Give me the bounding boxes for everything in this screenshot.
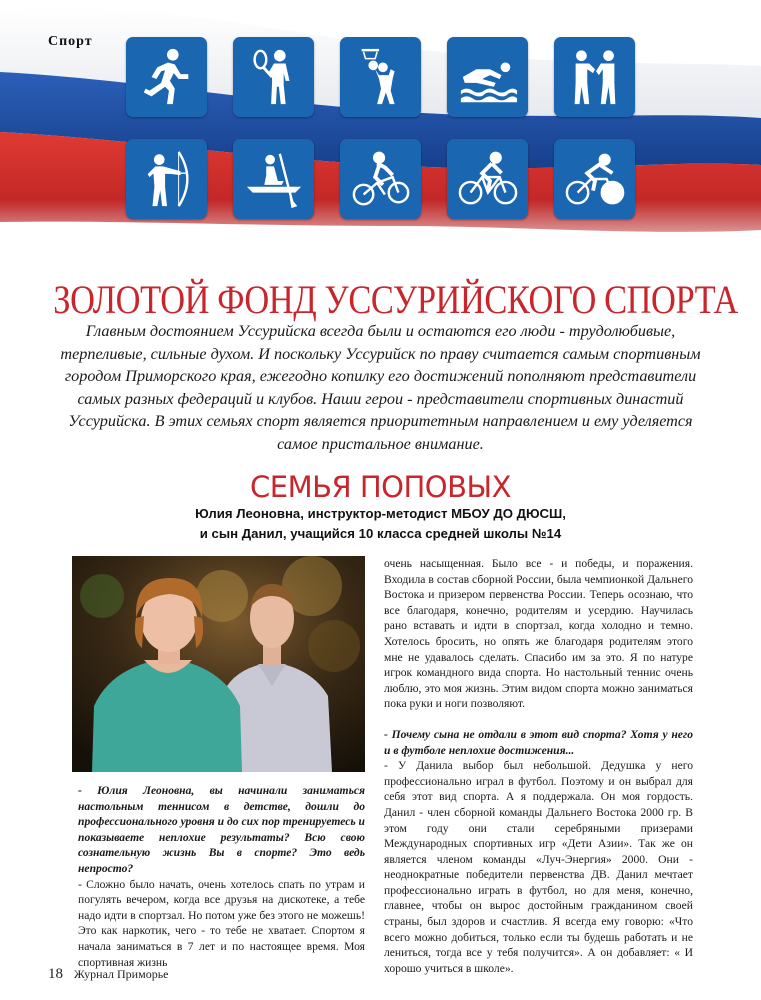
page-footer	[48, 966, 169, 983]
sport-icons-grid	[126, 37, 636, 219]
track-cycling-icon	[554, 139, 635, 219]
tennis-icon	[233, 37, 314, 117]
intro-paragraph: Главным достоянием Уссурийска всегда были и остаются его люди - трудолюбивые, терпеливые, сильные духом. И поскольку Уссурийск по праву считается самым спортивным городом Приморского края, ежегодно копилку его достижений пополняют представители самых разных федераций и клубов. Наши герои - представители спортивных династий Уссурийска. В этих семьях спорт является приоритетным направлением и ему уделяется самое пристальное внимание.	[60, 322, 701, 453]
family-title: СЕМЬЯ ПОПОВЫХ	[250, 470, 511, 504]
subtitle-line-2: и сын Данил, учащийся 10 класса средней школы №14	[199, 526, 562, 541]
bmx-icon	[340, 139, 421, 219]
right-column	[384, 556, 693, 976]
answer-2: - У Данила выбор был небольшой. Дедушка у него профессионально играл в футбол. Поэтому и он выбрал для себя этот вид спорта. А я поддержала. Он моя гордость. Данил - член сборной команды Дальнего Востока 2000 гр. В этом году они стали серебряными призерами Международных спортивных игр «Дети Азии». Так же он является членом команды «Луч-Энергия» 2000. Они - неоднократные победители первенства ДВ. Данил мечтает профессионально играть в футбол, но для меня, конечно, главнее, чтобы он вырос достойным гражданином своей страны, был здоров и счастлив. Я всегда ему говорю: «Что всего можно добиться, только если ты будешь работать и не лениться, тогда все у тебя получится». А он добавляет: « И хорошо учиться в школе».	[384, 759, 693, 975]
section-label: Спорт	[48, 34, 93, 49]
family-photo	[72, 556, 365, 772]
rowing-icon	[233, 139, 314, 219]
subtitle-line-1: Юлия Леоновна, инструктор-методист МБОУ ДО ДЮСШ,	[195, 506, 566, 521]
running-icon	[126, 37, 207, 117]
page-number: 18	[48, 966, 63, 982]
answer-1-continued: очень насыщенная. Было все - и победы, и поражения. Входила в состав сборной России, была чемпионкой Дальнего Востока и призером первенства России. Теперь осознаю, что все благодаря, конечно, родителям и усердию. Научилась рано вставать и идти в спортзал, когда холодно и темно. Хотелось бросить, но опять же благодаря родителям этого мне не удавалось сделать. Спасибо им за это. Я по натуре игрок командного вида спорта. Но настольный теннис очень люблю, это моя жизнь. Этим видом спорта можно заниматься пока руки и ноги позволяют.	[384, 557, 693, 711]
basketball-icon	[340, 37, 421, 117]
boxing-icon	[554, 37, 635, 117]
main-title: ЗОЛОТОЙ ФОНД УССУРИЙСКОГО СПОРТА	[53, 277, 738, 322]
archery-icon	[126, 139, 207, 219]
swimming-icon	[447, 37, 528, 117]
cycling-icon	[447, 139, 528, 219]
question-2: - Почему сына не отдали в этот вид спорта? Хотя у него и в футболе неплохие достижения...	[384, 727, 693, 757]
left-column	[78, 783, 365, 970]
question-1: - Юлия Леоновна, вы начинали заниматься настольным теннисом в детстве, дошли до профессионального уровня и до сих пор тренируетесь и показываете неплохие результаты? Всю свою сознательную жизнь Вы в спорте? Это ведь непросто?	[78, 784, 365, 875]
magazine-name: Журнал Приморье	[74, 967, 169, 981]
subtitle	[0, 504, 761, 544]
answer-1: - Сложно было начать, очень хотелось спать по утрам и погулять вечером, когда все друзья на дискотеке, а тебе надо идти в спортзал. Но потом уже без этого не можешь! Это как наркотик, чего - то тебе не хватает. Спортом я начала заниматься в 7 лет и по настоящее время. Моя спортивная жизнь	[78, 877, 365, 969]
